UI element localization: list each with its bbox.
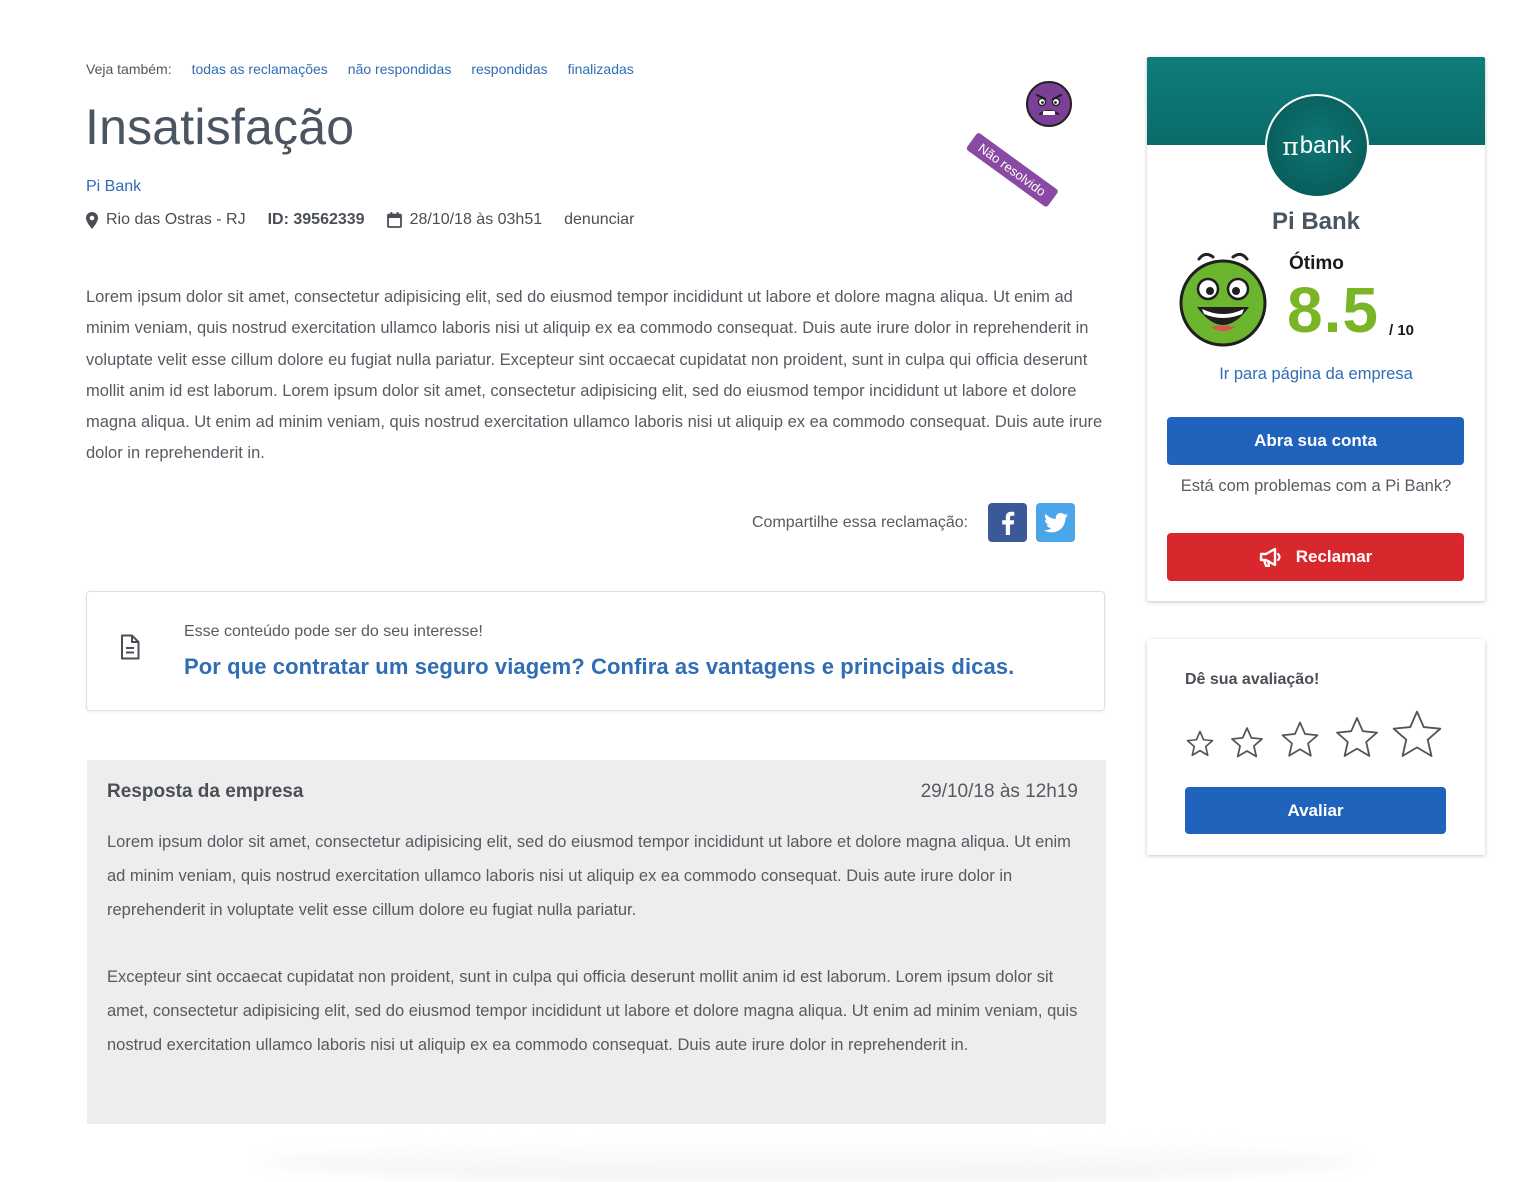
rating-card-title: Dê sua avaliação! — [1185, 671, 1320, 688]
share-label: Compartilhe essa reclamação: — [752, 513, 969, 531]
star-icon[interactable] — [1333, 714, 1381, 762]
id-label: ID: — [267, 211, 289, 228]
related-content-card — [86, 591, 1105, 711]
company-response — [87, 760, 1106, 1124]
company-link[interactable]: Pi Bank — [86, 178, 142, 195]
star-icon[interactable] — [1185, 729, 1215, 759]
angry-face-icon — [1025, 80, 1073, 128]
see-also-bar — [86, 61, 654, 77]
see-also-label: Veja também: — [86, 61, 172, 77]
response-date: 29/10/18 às 12h19 — [920, 781, 1078, 802]
complaint-meta — [86, 211, 656, 229]
document-icon — [119, 634, 141, 660]
share-bar — [752, 503, 1084, 542]
related-content-subtitle: Esse conteúdo pode ser do seu interesse! — [184, 623, 483, 640]
logo-text: bank — [1299, 132, 1352, 159]
location — [86, 211, 246, 229]
score-scale: / 10 — [1389, 322, 1415, 339]
link-unanswered[interactable]: não respondidas — [347, 61, 452, 77]
star-icon[interactable] — [1279, 719, 1321, 761]
link-finished[interactable]: finalizadas — [567, 61, 634, 77]
company-card — [1147, 57, 1485, 601]
complain-button[interactable] — [1167, 533, 1464, 581]
twitter-share-button[interactable] — [1036, 503, 1075, 542]
complaint-title: Insatisfação — [85, 99, 355, 155]
company-logo — [1265, 94, 1369, 198]
rating-card — [1147, 639, 1485, 855]
footer-shadow — [260, 1140, 1360, 1182]
happy-face-icon — [1177, 247, 1269, 347]
company-name: Pi Bank — [1271, 208, 1361, 235]
status-badge — [975, 78, 1085, 200]
calendar-icon — [387, 212, 402, 228]
problem-prompt: Está com problemas com a Pi Bank? — [1180, 477, 1452, 495]
rating-label: Ótimo — [1289, 253, 1344, 274]
open-account-label: Abra sua conta — [1254, 431, 1377, 450]
complain-label: Reclamar — [1295, 547, 1373, 566]
response-paragraph: Excepteur sint occaecat cupidatat non proident, sunt in culpa qui officia deserunt mollit anim id est laborum. Lorem ipsum dolor sit amet, consectetur adipisicing elit, sed do eiusmod tempor incididunt ut labore et dolore magna aliqua. Ut enim ad minim veniam, quis nostrud exercitation ullamco laboris nisi ut aliquip ex ea commodo consequat. Duis aute irure dolor in reprehenderit in. — [107, 968, 1078, 1054]
location-pin-icon — [86, 212, 98, 229]
id-value: 39562339 — [293, 211, 365, 228]
star-icon[interactable] — [1389, 707, 1445, 763]
company-page-link[interactable]: Ir para página da empresa — [1219, 365, 1413, 383]
open-account-button[interactable] — [1167, 417, 1464, 465]
link-answered[interactable]: respondidas — [471, 61, 548, 77]
related-content-link[interactable]: Por que contratar um seguro viagem? Confira as vantagens e principais dicas. — [184, 654, 1015, 679]
status-label: Não resolvido — [966, 132, 1059, 207]
submit-rating-button[interactable] — [1185, 787, 1446, 834]
link-all-complaints[interactable]: todas as reclamações — [191, 61, 328, 77]
facebook-icon — [1001, 511, 1015, 535]
report-link[interactable] — [564, 211, 634, 229]
complaint-body: Lorem ipsum dolor sit amet, consectetur adipisicing elit, sed do eiusmod tempor incididunt ut labore et dolore magna aliqua. Ut enim ad minim veniam, quis nostrud exercitation ullamco laboris nisi ut aliquip ex ea commodo consequat. Duis aute irure dolor in reprehenderit in voluptate velit esse cillum dolore eu fugiat nulla pariatur. Excepteur sint occaecat cupidatat non proident, sunt in culpa qui officia deserunt mollit anim id est laborum. Lorem ipsum dolor sit amet, consectetur adipisicing elit, sed do eiusmod tempor incididunt ut labore et dolore magna aliqua. Ut enim ad minim veniam, quis nostrud exercitation ullamco laboris nisi ut aliquip ex ea commodo consequat. Duis aute irure dolor in reprehenderit in. — [86, 288, 1103, 463]
logo-symbol: π — [1282, 131, 1299, 161]
facebook-share-button[interactable] — [988, 503, 1027, 542]
date-text: 28/10/18 às 03h51 — [409, 211, 543, 228]
response-title: Resposta da empresa — [107, 781, 304, 802]
megaphone-icon — [1259, 547, 1284, 567]
submit-rating-label: Avaliar — [1287, 800, 1344, 820]
location-text: Rio das Ostras - RJ — [106, 211, 246, 228]
complaint-date — [387, 211, 543, 229]
twitter-icon — [1044, 513, 1068, 533]
company-score: 8.5 — [1287, 274, 1379, 346]
complaint-id — [268, 211, 365, 229]
star-icon[interactable] — [1229, 725, 1265, 761]
response-paragraph: Lorem ipsum dolor sit amet, consectetur adipisicing elit, sed do eiusmod tempor incididunt ut labore et dolore magna aliqua. Ut enim ad minim veniam, quis nostrud exercitation ullamco laboris nisi ut aliquip ex ea commodo consequat. Duis aute irure dolor in reprehenderit in voluptate velit esse cillum dolore eu fugiat nulla pariatur. — [107, 833, 1071, 919]
report-text[interactable]: denunciar — [564, 211, 635, 228]
